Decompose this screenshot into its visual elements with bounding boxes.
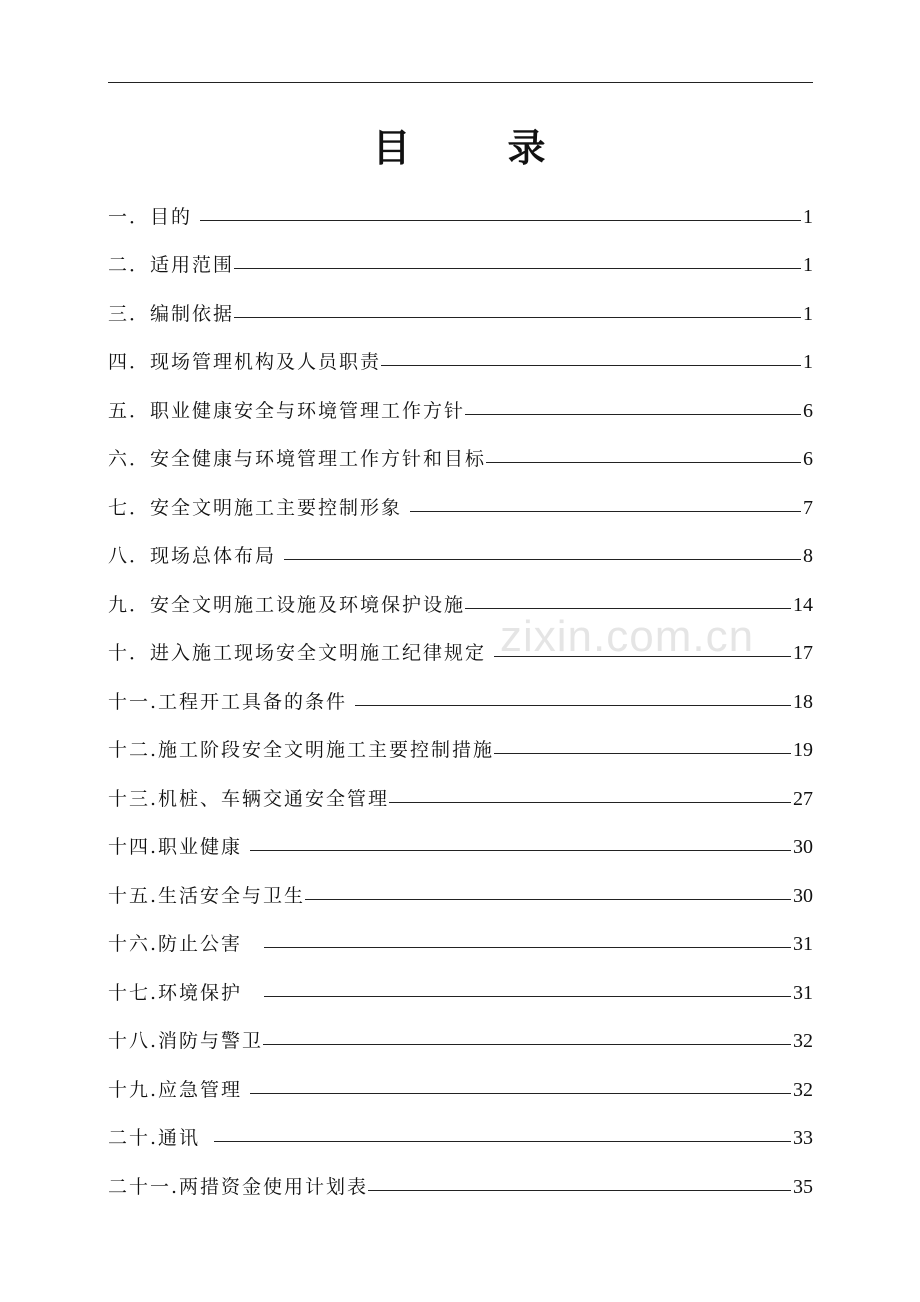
toc-entry-label: 六．安全健康与环境管理工作方针和目标 — [108, 448, 487, 470]
toc-entry-label: 一．目的 — [108, 205, 193, 228]
toc-entry-label: 二．适用范围 — [108, 254, 235, 276]
toc-entry-label: 九．安全文明施工设施及环境保护设施 — [108, 593, 466, 616]
toc-entry[interactable] — [108, 918, 813, 967]
toc-entry-page: 33 — [793, 1127, 813, 1149]
toc-entry-page: 1 — [803, 351, 813, 373]
toc-entry-page: 14 — [793, 593, 813, 616]
title-char-2: 录 — [507, 125, 548, 170]
toc-entry-label: 八．现场总体布局 — [108, 545, 277, 567]
toc-entry[interactable] — [108, 190, 813, 239]
toc-entry-page: 8 — [803, 545, 813, 567]
toc-entry-label: 十五.生活安全与卫生 — [108, 884, 306, 907]
toc-entry-label: 十一.工程开工具备的条件 — [108, 690, 348, 713]
toc-entry-label: 十三.机桩、车辆交通安全管理 — [108, 787, 390, 810]
toc-entry[interactable] — [108, 433, 813, 482]
toc-entry-label: 十．进入施工现场安全文明施工纪律规定 — [108, 642, 487, 664]
toc-entry-label: 四．现场管理机构及人员职责 — [108, 351, 382, 373]
toc-entry-label: 十六.防止公害 — [108, 933, 243, 955]
toc-leader-line — [250, 849, 791, 851]
toc-entry[interactable] — [108, 336, 813, 385]
toc-entry-page: 1 — [803, 254, 813, 276]
toc-leader-line — [486, 461, 801, 463]
table-of-contents — [108, 190, 813, 1209]
toc-entry-label: 二十一.两措资金使用计划表 — [108, 1175, 369, 1198]
toc-entry[interactable] — [108, 675, 813, 724]
toc-entry-page: 31 — [793, 933, 813, 955]
toc-entry[interactable] — [108, 724, 813, 773]
toc-entry[interactable] — [108, 1063, 813, 1112]
toc-leader-line — [494, 752, 791, 754]
toc-entry-label: 十二.施工阶段安全文明施工主要控制措施 — [108, 739, 495, 761]
toc-entry-page: 17 — [793, 642, 813, 664]
toc-entry-page: 35 — [793, 1175, 813, 1198]
toc-entry-page: 27 — [793, 787, 813, 810]
toc-entry-page: 32 — [793, 1078, 813, 1101]
toc-leader-line — [368, 1189, 791, 1191]
toc-entry[interactable] — [108, 481, 813, 530]
toc-entry-page: 30 — [793, 884, 813, 907]
toc-entry[interactable] — [108, 1160, 813, 1209]
toc-entry-label: 十九.应急管理 — [108, 1078, 243, 1101]
toc-leader-line — [389, 801, 791, 803]
toc-entry-label: 十四.职业健康 — [108, 836, 243, 858]
toc-leader-line — [264, 995, 791, 997]
toc-entry-page: 19 — [793, 739, 813, 761]
toc-entry-label: 十七.环境保护 — [108, 981, 243, 1004]
header-rule — [108, 82, 813, 83]
toc-entry-label: 七．安全文明施工主要控制形象 — [108, 496, 403, 519]
toc-entry-label: 十八.消防与警卫 — [108, 1030, 264, 1052]
toc-entry-page: 30 — [793, 836, 813, 858]
toc-leader-line — [284, 558, 801, 560]
toc-leader-line — [465, 413, 801, 415]
toc-entry-label: 五．职业健康安全与环境管理工作方针 — [108, 399, 466, 422]
toc-leader-line — [234, 267, 801, 269]
toc-leader-line — [355, 704, 791, 706]
toc-entry[interactable] — [108, 384, 813, 433]
toc-entry[interactable] — [108, 287, 813, 336]
toc-entry-page: 18 — [793, 690, 813, 713]
toc-leader-line — [465, 607, 791, 609]
toc-entry-page: 1 — [803, 205, 813, 228]
toc-entry-page: 7 — [803, 496, 813, 519]
toc-leader-line — [200, 219, 801, 221]
watermark-text: zixin.com.cn — [500, 612, 755, 661]
toc-entry-label: 二十.通讯 — [108, 1127, 201, 1149]
toc-entry-page: 32 — [793, 1030, 813, 1052]
toc-leader-line — [250, 1092, 791, 1094]
toc-entry[interactable] — [108, 1015, 813, 1064]
toc-entry[interactable] — [108, 530, 813, 579]
toc-entry-page: 31 — [793, 981, 813, 1004]
toc-entry-page: 6 — [803, 399, 813, 422]
toc-entry[interactable] — [108, 966, 813, 1015]
toc-entry[interactable] — [108, 1112, 813, 1161]
toc-leader-line — [214, 1140, 791, 1142]
toc-leader-line — [410, 510, 801, 512]
toc-leader-line — [264, 946, 791, 948]
toc-entry-page: 1 — [803, 302, 813, 325]
toc-entry-page: 6 — [803, 448, 813, 470]
toc-entry[interactable] — [108, 772, 813, 821]
toc-leader-line — [305, 898, 791, 900]
toc-entry[interactable] — [108, 239, 813, 288]
page-title — [0, 118, 920, 178]
toc-entry[interactable] — [108, 821, 813, 870]
toc-leader-line — [263, 1043, 791, 1045]
toc-leader-line — [234, 316, 801, 318]
toc-entry-label: 三．编制依据 — [108, 302, 235, 325]
title-char-1: 目 — [372, 125, 413, 170]
toc-leader-line — [381, 364, 801, 366]
toc-entry[interactable] — [108, 869, 813, 918]
